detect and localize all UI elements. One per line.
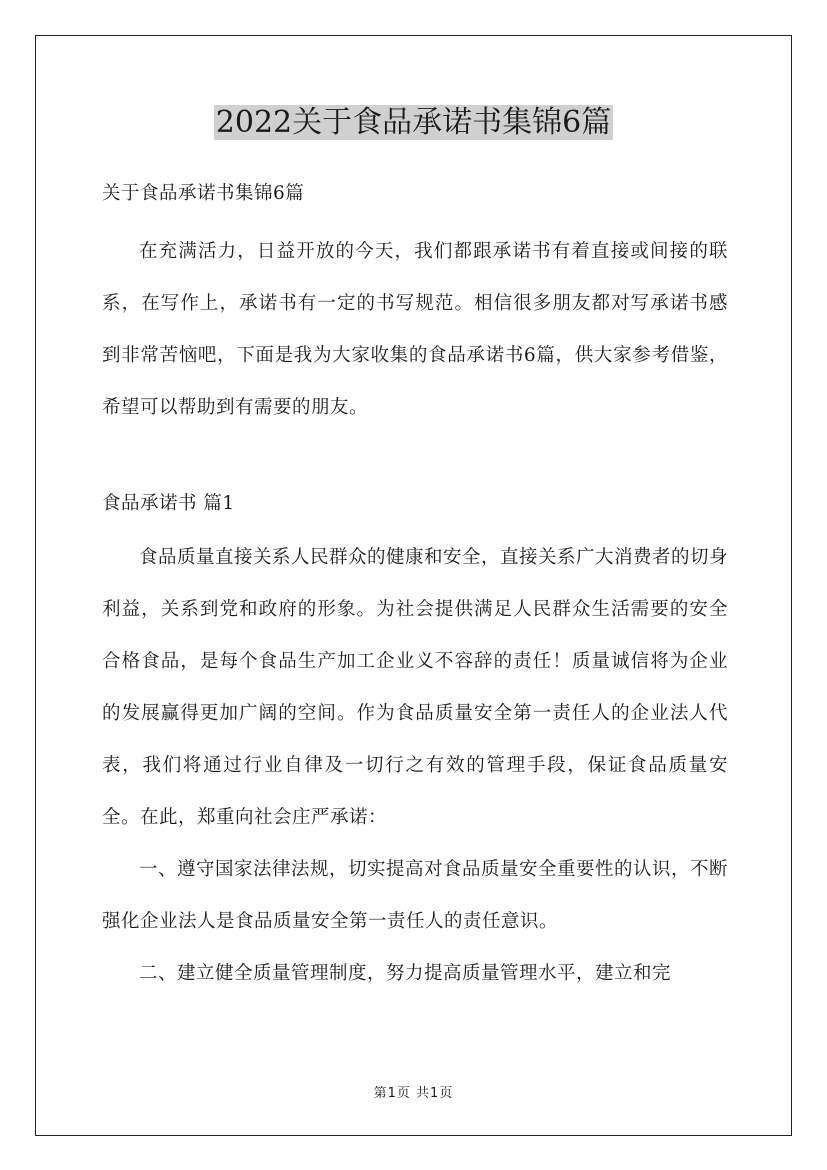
document-title (0, 103, 827, 143)
title-text: 2022关于食品承诺书集锦6篇 (215, 105, 612, 140)
section-paragraph-1: 食品质量直接关系人民群众的健康和安全，直接关系广大消费者的切身利益，关系到党和政府的形象。为社会提供满足人民群众生活需要的安全合格食品，是每个食品生产加工企业义不容辞的责任！质量诚信将为企业的发展赢得更加广阔的空间。作为食品质量安全第一责任人的企业法人代表，我们将通过行业自律及一切行之有效的管理手段，保证食品质量安全。在此，郑重向社会庄严承诺： (102, 547, 729, 828)
section-paragraph-3: 二、建立健全质量管理制度，努力提高质量管理水平，建立和完 (139, 963, 672, 984)
section-heading: 食品承诺书 篇1 (102, 493, 235, 514)
section-paragraph-2: 一、遵守国家法律法规，切实提高对食品质量安全重要性的认识，不断强化企业法人是食品质量安全第一责任人的责任意识。 (102, 859, 729, 932)
document-body (102, 176, 728, 1000)
intro-paragraph: 在充满活力，日益开放的今天，我们都跟承诺书有着直接或间接的联系，在写作上，承诺书有一定的书写规范。相信很多朋友都对写承诺书感到非常苦恼吧，下面是我为大家收集的食品承诺书6篇，供大家参考借鉴，希望可以帮助到有需要的朋友。 (102, 241, 728, 418)
page-footer: 第1页 共1页 (373, 1086, 454, 1101)
document-subtitle: 关于食品承诺书集锦6篇 (102, 183, 305, 204)
